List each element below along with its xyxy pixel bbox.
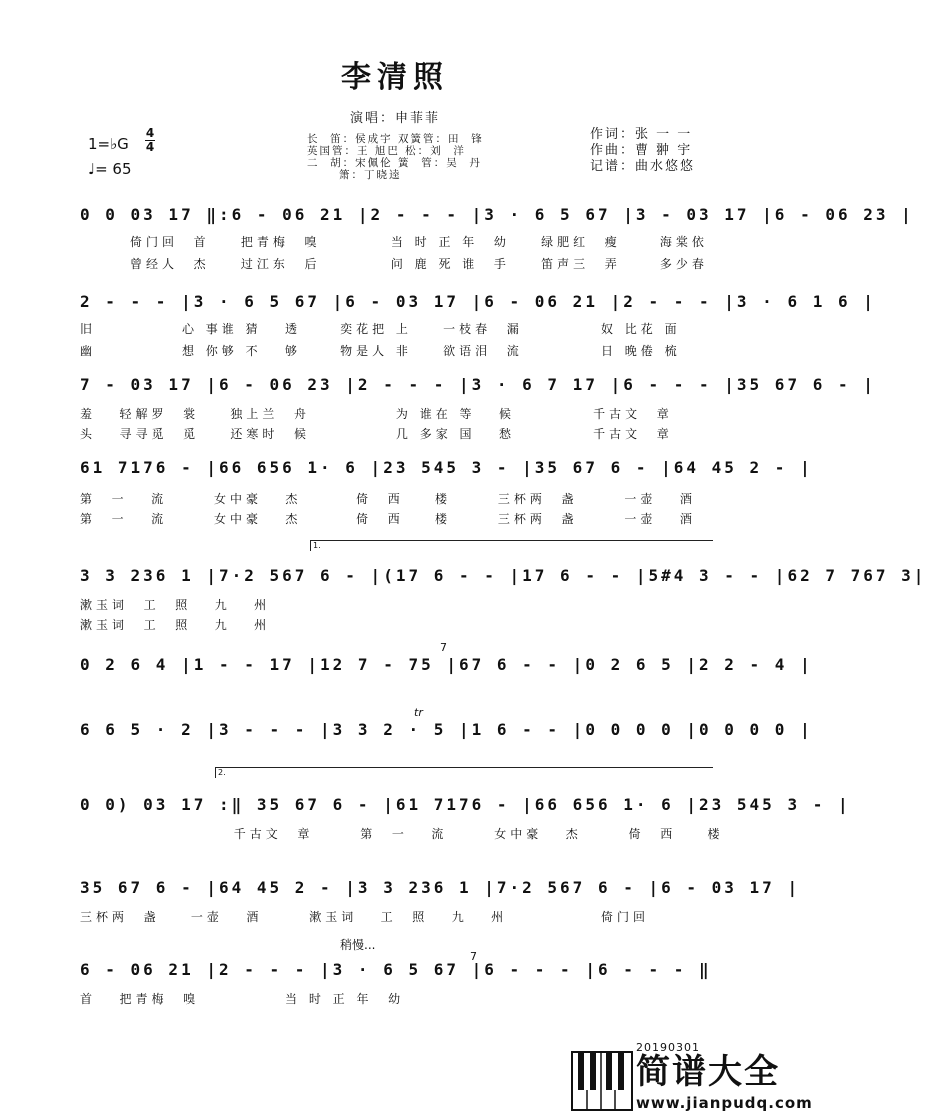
lyric-line-1: 倚门回 首 把青梅 嗅 当 时 正 年 幼 绿肥红 瘦 海棠依: [130, 235, 708, 249]
lyric-line-1: 首 把青梅 嗅 当 时 正 年 幼: [80, 992, 405, 1006]
lyric-line-1: 三杯两 盏 一壶 酒 漱玉词 工 照 九 州 倚门回: [80, 910, 649, 924]
site-logo-text: 简谱大全: [636, 1052, 780, 1092]
lyric-line-1: 千古文 章 第 一 流 女中豪 杰 倚 西 楼: [140, 827, 724, 841]
site-url: www.jianpudq.com: [636, 1094, 813, 1112]
grace-note: 7: [470, 950, 477, 963]
notes-line: 0 2 6 4 |1 - - 17 |12 7 - 75 |67 6 - - |0 2 6 5 |2 2 - 4 |: [80, 655, 813, 674]
lyric-line-2: 幽 想 你够 不 够 物是人 非 欲语泪 流 日 晚倦 梳: [80, 344, 681, 358]
lyric-line-2: 头 寻寻觅 觅 还寒时 候 几 多家 国 愁 千古文 章: [80, 427, 673, 441]
notes-line: 35 67 6 - |64 45 2 - |3 3 236 1 |7·2 567 6 - |6 - 03 17 |: [80, 878, 801, 897]
lyric-line-2: 漱玉词 工 照 九 州: [80, 618, 271, 632]
notes-line: 3 3 236 1 |7·2 567 6 - |(17 6 - - |17 6 - - |5#4 3 - - |62 7 767 3|: [80, 566, 926, 585]
lyric-line-2: 曾经人 杰 过江东 后 问 鹿 死 谁 手 笛声三 弄 多少春: [130, 257, 708, 271]
tempo-direction: 稍慢...: [340, 938, 376, 952]
volta-bracket: 2.: [215, 767, 713, 778]
date-stamp: 20190301: [636, 1041, 700, 1054]
notes-line: 7 - 03 17 |6 - 06 23 |2 - - - |3 · 6 7 17 |6 - - - |35 67 6 - |: [80, 375, 876, 394]
time-signature: [145, 128, 155, 153]
instrument-credits: 长 笛：侯成宇 双簧管：田 锋 英国管：王 旭巴 松：刘 洋 二 胡：宋佩伦 簧 管：吴 丹 箫：丁晓逵: [307, 133, 484, 181]
singer-credit: 演唱：申菲菲: [349, 111, 440, 126]
lyric-line-1: 羞 轻解罗 裳 独上兰 舟 为 谁在 等 候 千古文 章: [80, 407, 673, 421]
trill-mark: tr: [414, 706, 423, 719]
piano-keys-icon: [572, 1052, 632, 1110]
key-signature: 1=♭G: [88, 135, 129, 153]
lyric-line-1: 旧 心 事谁 猜 透 奕花把 上 一枝春 漏 奴 比花 面: [80, 322, 681, 336]
lyric-line-2: 第 一 流 女中豪 杰 倚 西 楼 三杯两 盏 一壶 酒: [80, 512, 696, 526]
notes-line: 6 - 06 21 |2 - - - |3 · 6 5 67 |6 - - - |6 - - - ‖: [80, 960, 712, 979]
notes-line: 6 6 5 · 2 |3 - - - |3 3 2 · 5 |1 6 - - |0 0 0 0 |0 0 0 0 |: [80, 720, 813, 739]
composer-credits: 作词：张 一 一 作曲：曹 翀 宇 记谱：曲水悠悠: [590, 127, 696, 174]
lyric-line-1: 第 一 流 女中豪 杰 倚 西 楼 三杯两 盏 一壶 酒: [80, 492, 696, 506]
grace-note: 7: [440, 641, 447, 654]
volta-bracket: 1.: [310, 540, 713, 551]
time-signature-bottom: 4: [145, 140, 155, 154]
notes-line: 0 0 03 17 ‖:6 - 06 21 |2 - - - |3 · 6 5 67 |3 - 03 17 |6 - 06 23 |: [80, 205, 914, 224]
time-signature-top: 4: [145, 126, 155, 140]
lyric-line-1: 漱玉词 工 照 九 州: [80, 598, 271, 612]
tempo-marking: ♩= 65: [88, 160, 132, 178]
notes-line: 61 7176 - |66 656 1· 6 |23 545 3 - |35 67 6 - |64 45 2 - |: [80, 458, 813, 477]
song-title: 李清照: [341, 60, 449, 95]
notes-line: 0 0) 03 17 :‖ 35 67 6 - |61 7176 - |66 656 1· 6 |23 545 3 - |: [80, 795, 851, 814]
notes-line: 2 - - - |3 · 6 5 67 |6 - 03 17 |6 - 06 21 |2 - - - |3 · 6 1 6 |: [80, 292, 876, 311]
